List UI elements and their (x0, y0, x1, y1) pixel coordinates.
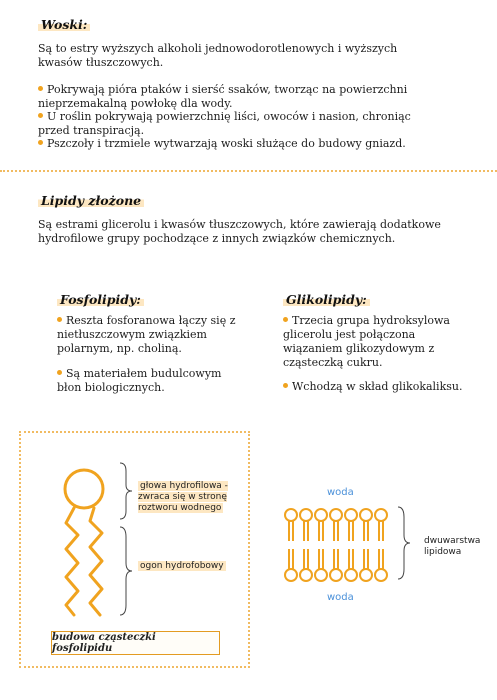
hydrophilic-head-label-text: głowa hydrofilowa - zwraca się w stronę roztworu wodnego (138, 481, 228, 513)
hydrophobic-tail-label (138, 561, 230, 572)
bullet-dot-icon (38, 113, 43, 118)
glikolipidy-bullet-2 (283, 380, 483, 394)
woski-bullet-3 (38, 137, 478, 151)
hydrophobic-tail-label-text: ogon hydrofobowy (140, 561, 224, 571)
section-glikolipidy (283, 289, 370, 308)
figure-caption-text: budowa cząsteczki fosfolipidu (52, 632, 156, 654)
bullet-dot-icon (283, 383, 288, 388)
water-top-label: woda (327, 487, 354, 498)
bullet-dot-icon (38, 86, 43, 91)
bilayer-lower-head (285, 569, 297, 581)
head-brace (120, 463, 132, 519)
bullet-dot-icon (57, 317, 62, 322)
fosfolipidy-bullet-2 (57, 367, 247, 395)
figure-caption (51, 631, 220, 655)
section-woski (38, 14, 478, 33)
bilayer-lower-head (375, 569, 387, 581)
bilayer-upper-head (285, 509, 297, 521)
bilayer-lower-head (315, 569, 327, 581)
water-bottom-label: woda (327, 592, 354, 603)
bilayer-upper-head (315, 509, 327, 521)
woski-title: Woski: (38, 17, 90, 32)
fosfolipidy-bullet-1 (57, 314, 247, 356)
hydrophilic-head-icon (65, 470, 103, 508)
bilayer-lower-head (345, 569, 357, 581)
lipid-bilayer-drawing (283, 499, 413, 604)
glikolipidy-bullet-text: Wchodzą w skład glikokaliksu. (292, 380, 463, 393)
bullet-dot-icon (38, 140, 43, 145)
woski-bullet-text: U roślin pokrywają powierzchnię liści, owoców i nasion, chroniąc przed transpiracją. (38, 110, 411, 137)
hydrophobic-tail-right (90, 508, 102, 615)
bilayer-brace (398, 507, 410, 579)
glikolipidy-title: Glikolipidy: (283, 292, 370, 307)
bullet-dot-icon (57, 370, 62, 375)
glikolipidy-bullet-1 (283, 314, 468, 370)
bilayer-upper-head (345, 509, 357, 521)
hydrophobic-tail-left (66, 508, 78, 615)
glikolipidy-bullet-text: Trzecia grupa hydroksylowa glicerolu jest połączona wiązaniem glikozydowym z cząsteczką cukru. (283, 314, 450, 369)
section-divider (0, 170, 497, 172)
section-fosfolipidy (57, 289, 144, 308)
lipidy-zlozone-intro: Są estrami glicerolu i kwasów tłuszczowych, które zawierają dodatkowe hydrofilowe grupy pochodzące z innych związków chemicznych. (38, 218, 441, 245)
fosfolipidy-bullet-text: Są materiałem budulcowym błon biologicznych. (57, 367, 222, 394)
woski-bullet-2 (38, 110, 438, 138)
bilayer-lower-head (300, 569, 312, 581)
bullet-dot-icon (283, 317, 288, 322)
woski-bullet-text: Pszczoły i trzmiele wytwarzają woski służące do budowy gniazd. (47, 137, 406, 150)
bilayer-upper-head (375, 509, 387, 521)
bilayer-lower-head (330, 569, 342, 581)
woski-intro: Są to estry wyższych alkoholi jednowodorotlenowych i wyższych kwasów tłuszczowych. (38, 42, 398, 69)
lipidy-zlozone-title: Lipidy złożone (38, 193, 144, 208)
woski-bullet-text: Pokrywają pióra ptaków i sierść ssaków, tworząc na powierzchni nieprzemakalną powłokę dla wody. (38, 83, 408, 110)
hydrophilic-head-label (138, 481, 230, 514)
tail-brace (120, 527, 132, 615)
bilayer-upper-head (300, 509, 312, 521)
bilayer-label: dwuwarstwa lipidowa (424, 536, 481, 557)
fosfolipidy-bullet-text: Reszta fosforanowa łączy się z nietłuszczowym związkiem polarnym, np. choliną. (57, 314, 236, 355)
bilayer-upper-head (360, 509, 372, 521)
section-lipidy-zlozone (38, 190, 144, 209)
bilayer-upper-head (330, 509, 342, 521)
fosfolipidy-title: Fosfolipidy: (57, 292, 144, 307)
bilayer-lower-head (360, 569, 372, 581)
woski-bullet-1 (38, 83, 468, 111)
